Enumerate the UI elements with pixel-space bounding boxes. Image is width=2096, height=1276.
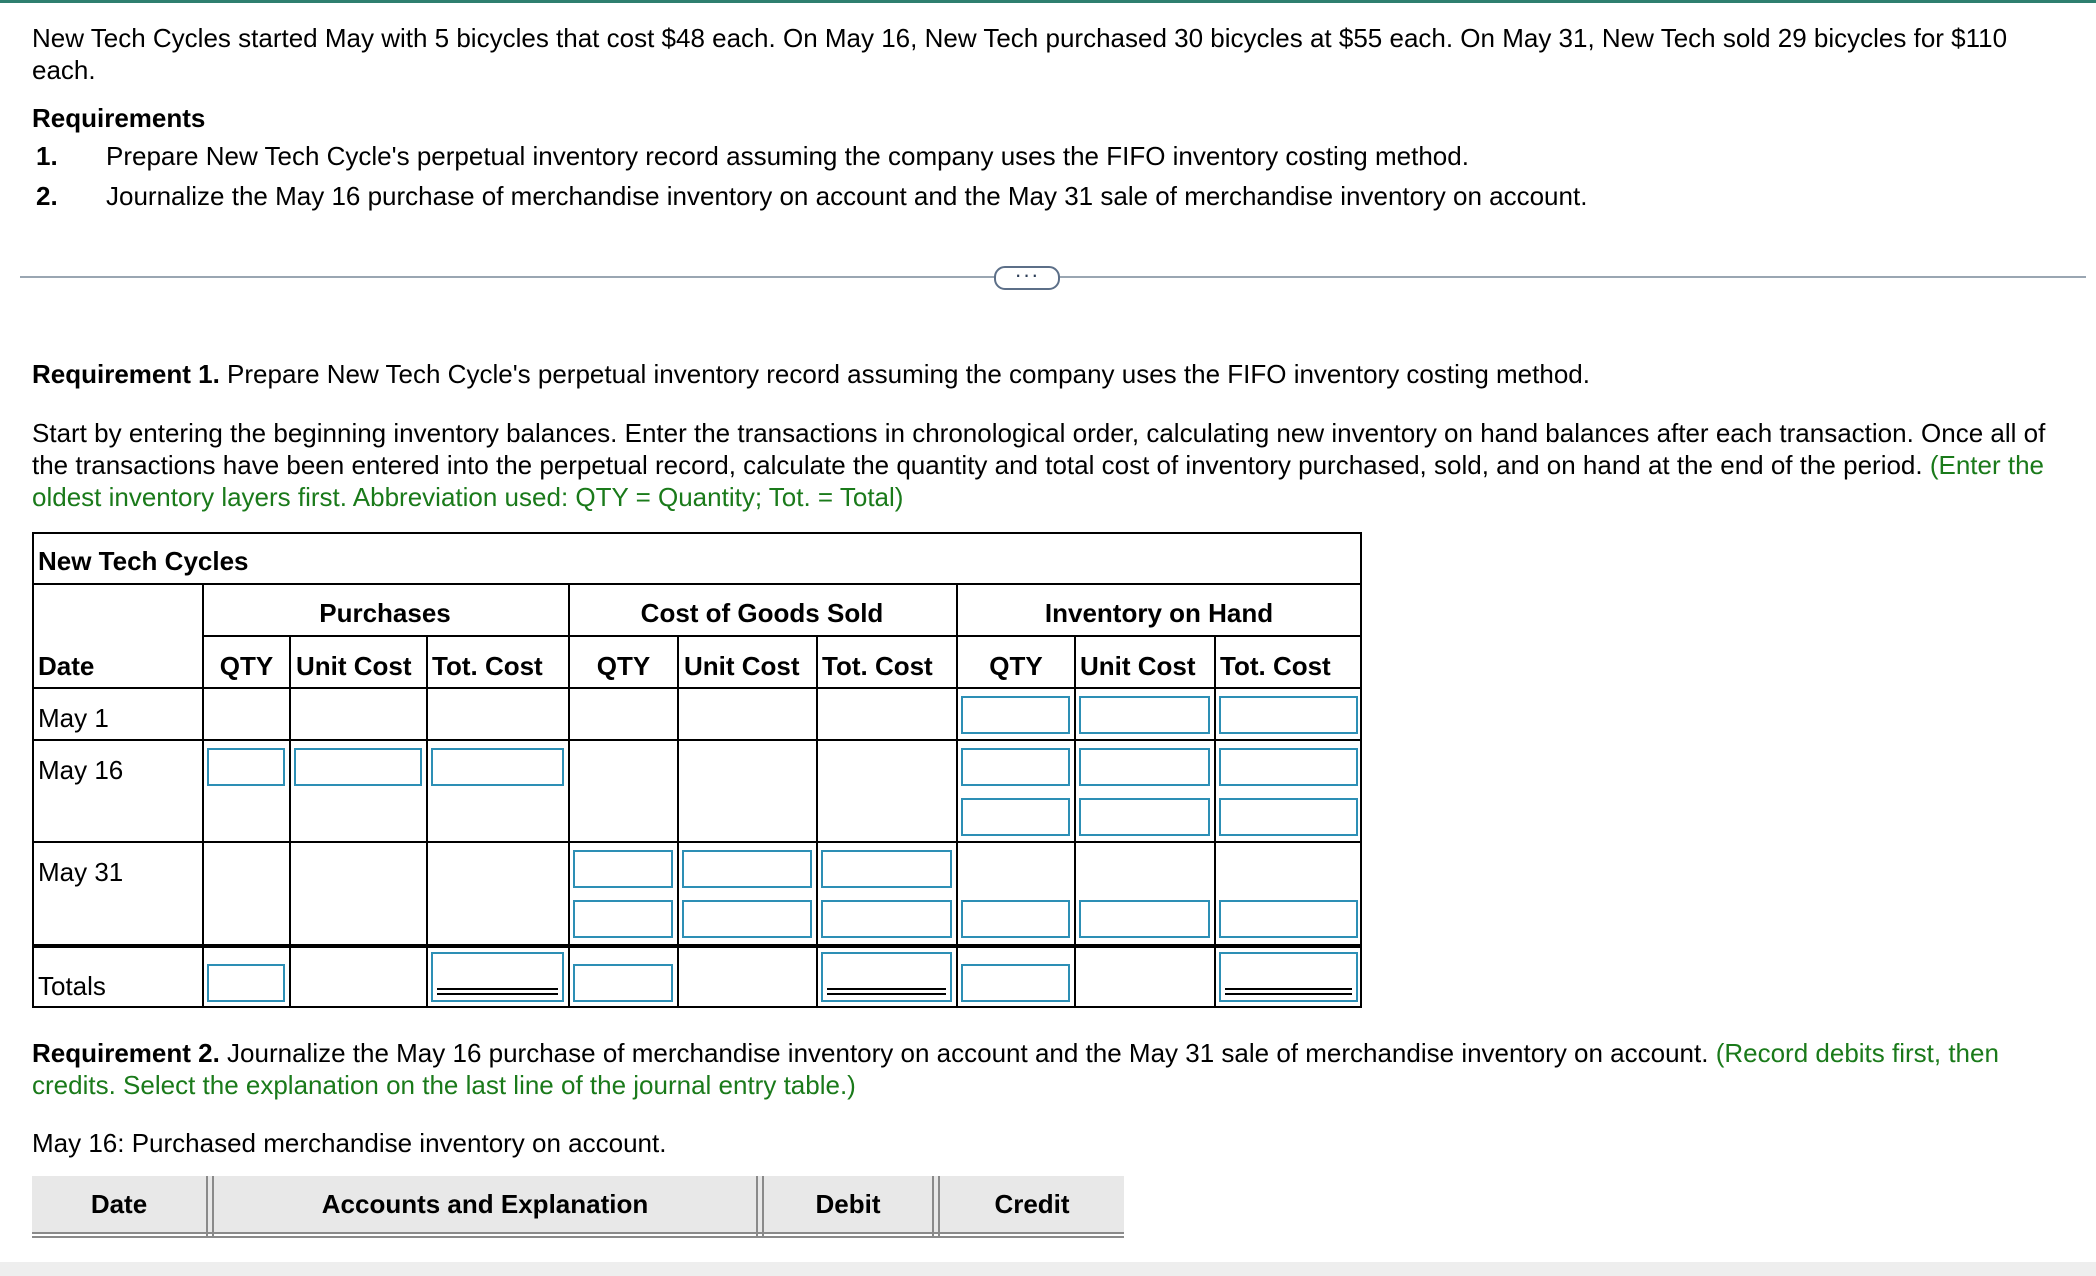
may31-cogs-unit-cost-input-2[interactable] [682,900,812,938]
table-col-rule [1074,635,1076,1008]
journal-column-debit: Debit [815,1189,881,1219]
column-header-tot-cost: Tot. Cost [822,651,933,681]
may31-cogs-qty-input-1[interactable] [573,850,673,888]
may16-onhand-tot-cost-input-1[interactable] [1219,748,1358,786]
instruction-text: the transactions have been entered into the perpetual record, calculate the quantity and total cost of inventory purchased, sold, and on hand at the end of the period. [32,450,1930,480]
requirement-2-hint: (Record debits first, then [1715,1038,1999,1068]
may31-onhand-unit-cost-input[interactable] [1079,900,1210,938]
group-header-purchases: Purchases [319,598,451,628]
totals-cogs-qty-input[interactable] [573,964,673,1002]
table-col-rule [956,583,958,1008]
requirement-2-heading [32,1037,1999,1069]
may31-cogs-tot-cost-input-1[interactable] [821,850,952,888]
table-rule [32,687,1362,689]
instruction-line-1: Start by entering the beginning inventory balances. Enter the transactions in chronological order, calculating new inventory on hand balances after each transaction. Once all of [32,418,2046,448]
double-underline [437,988,558,995]
requirement-item-2 [36,180,1636,212]
requirement-number: 1. [36,141,58,171]
may16-onhand-qty-input-1[interactable] [961,748,1070,786]
requirement-item-1 [36,140,1636,172]
journal-header-rule [32,1232,1124,1234]
group-header-inventory-on-hand: Inventory on Hand [1044,598,1274,628]
may1-onhand-tot-cost-input[interactable] [1219,696,1358,734]
journal-column-credit: Credit [994,1189,1070,1219]
company-name: New Tech Cycles [38,546,249,576]
may1-onhand-unit-cost-input[interactable] [1079,696,1210,734]
table-col-rule [426,635,428,1008]
journal-column-date: Date [90,1189,148,1219]
column-header-qty: QTY [596,651,651,681]
table-col-rule [568,583,570,1008]
requirement-2-hint-line-2: credits. Select the explanation on the last line of the journal entry table.) [32,1070,856,1100]
problem-line-2: each. [32,55,96,85]
problem-line-1: New Tech Cycles started May with 5 bicycles that cost $48 each. On May 16, New Tech purchased 30 bicycles at $55 each. On May 31, New Tech sold 29 bicycles for $110 [32,23,2008,53]
table-rule [202,635,1362,637]
row-label-totals: Totals [38,971,106,1001]
double-underline [1225,988,1352,995]
may16-purchase-qty-input[interactable] [207,748,285,786]
requirements-title: Requirements [32,103,206,133]
column-header-unit-cost: Unit Cost [684,651,800,681]
column-header-tot-cost: Tot. Cost [1220,651,1331,681]
journal-entry-label: May 16: Purchased merchandise inventory on account. [32,1128,667,1158]
column-header-qty: QTY [219,651,274,681]
requirement-2-text: Journalize the May 16 purchase of merchandise inventory on account and the May 31 sale of merchandise inventory on account. [219,1038,1716,1068]
instruction-line-3: oldest inventory layers first. Abbreviation used: QTY = Quantity; Tot. = Total) [32,482,904,512]
instruction-hint: (Enter the [1929,450,2045,480]
table-col-rule [1214,635,1216,1008]
may16-purchase-tot-cost-input[interactable] [431,748,564,786]
may16-onhand-unit-cost-input-2[interactable] [1079,798,1210,836]
requirement-text: Prepare New Tech Cycle's perpetual inventory record assuming the company uses the FIFO inventory costing method. [106,141,1469,171]
requirement-1-label: Requirement 1. [32,359,220,389]
table-rule [32,841,1362,843]
may31-onhand-qty-input[interactable] [961,900,1070,938]
may31-cogs-qty-input-2[interactable] [573,900,673,938]
table-totals-rule [32,944,1362,948]
table-rule [32,583,1362,585]
column-header-unit-cost: Unit Cost [296,651,412,681]
table-col-rule [289,635,291,1008]
may31-onhand-tot-cost-input[interactable] [1219,900,1358,938]
may16-onhand-qty-input-2[interactable] [961,798,1070,836]
totals-purchase-qty-input[interactable] [207,964,285,1002]
journal-header-rule [32,1236,1124,1238]
requirement-2-label: Requirement 2. [32,1038,220,1068]
may16-purchase-unit-cost-input[interactable] [294,748,422,786]
column-header-qty: QTY [989,651,1043,681]
requirement-number: 2. [36,181,58,211]
row-label-may-1: May 1 [38,703,109,733]
column-separator [932,1176,934,1238]
table-col-rule [202,583,204,1008]
page-footer-bar [0,1262,2096,1276]
table-rule [32,739,1362,741]
column-separator [206,1176,208,1238]
column-header-tot-cost: Tot. Cost [432,651,543,681]
instruction-line-2 [32,449,2044,481]
may1-onhand-qty-input[interactable] [961,696,1070,734]
may31-cogs-tot-cost-input-2[interactable] [821,900,952,938]
requirement-text: Journalize the May 16 purchase of merchandise inventory on account and the May 31 sale of merchandise inventory on account. [106,181,1588,211]
column-header-unit-cost: Unit Cost [1080,651,1196,681]
table-col-rule [816,635,818,1008]
double-underline [827,988,946,995]
column-header-date: Date [38,651,95,681]
expand-more-button[interactable]: ··· [994,266,1060,290]
totals-onhand-qty-input[interactable] [961,964,1070,1002]
journal-column-accounts: Accounts and Explanation [321,1189,649,1219]
table-col-rule [677,635,679,1008]
top-accent-line [0,0,2096,3]
row-label-may-31: May 31 [38,857,124,887]
column-separator [756,1176,758,1238]
row-label-may-16: May 16 [38,755,124,785]
may16-onhand-tot-cost-input-2[interactable] [1219,798,1358,836]
group-header-cogs: Cost of Goods Sold [640,598,884,628]
requirement-1-heading [32,358,1590,390]
requirement-1-text: Prepare New Tech Cycle's perpetual inventory record assuming the company uses the FIFO inventory costing method. [219,359,1590,389]
may16-onhand-unit-cost-input-1[interactable] [1079,748,1210,786]
may31-cogs-unit-cost-input-1[interactable] [682,850,812,888]
